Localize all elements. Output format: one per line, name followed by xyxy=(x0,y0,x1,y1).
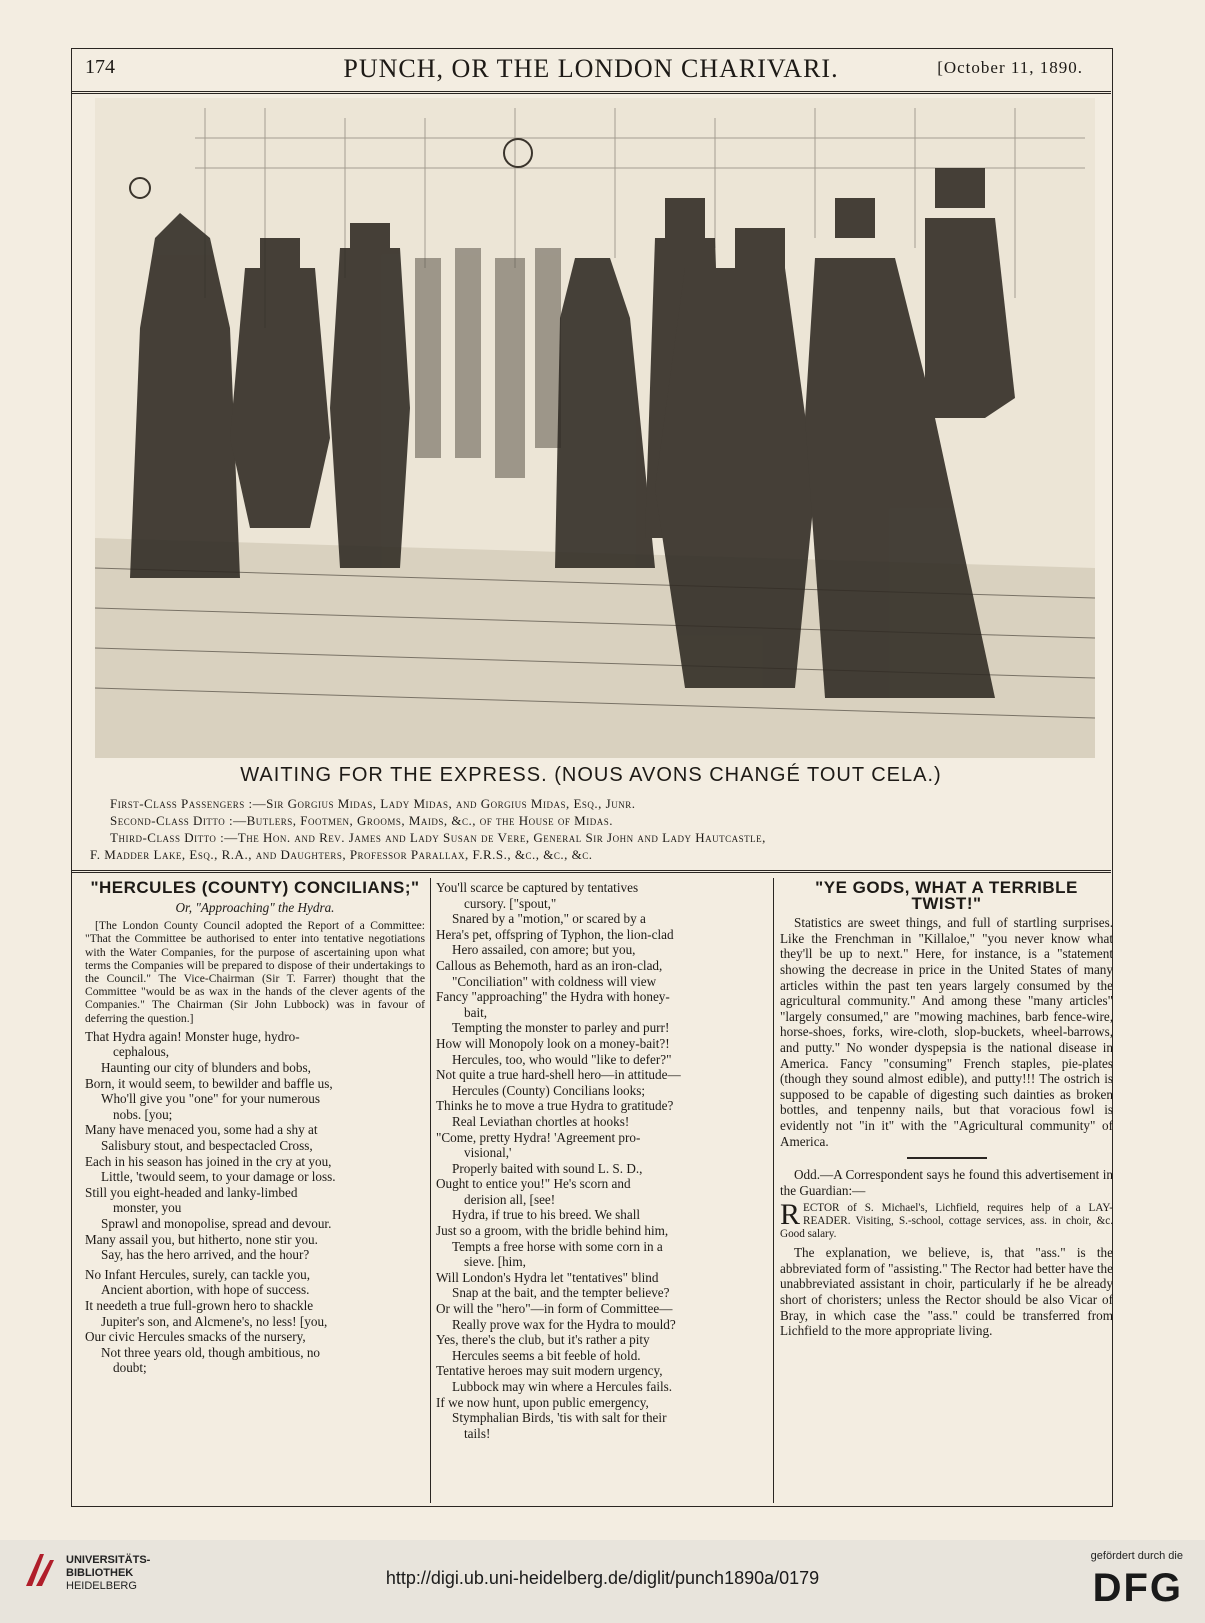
verse-line: Hercules (County) Concilians looks; xyxy=(452,1082,646,1098)
verse-line: monster, you xyxy=(113,1200,182,1216)
dfg-logo: DFG xyxy=(1092,1566,1183,1610)
verse-line: Haunting our city of blunders and bobs, xyxy=(101,1060,311,1075)
article-paragraph: The explanation, we believe, is, that "ass." is the abbreviated form of "assisting." The Rector had better have the unabbreviated assistant in choir, particularly if he be already short of choristers; unless the Rector should be also Vicar of Bray, in which case the "ass." could be transferred from Lichfield to the more appropriate living. xyxy=(780,1245,1113,1339)
verse-line: How will Monopoly look on a money-bait?! xyxy=(436,1035,670,1051)
verse-line: cursory. ["spout," xyxy=(464,895,557,911)
header-rule xyxy=(71,91,1111,94)
verse-line: nobs. [you; xyxy=(113,1106,173,1122)
page-title: PUNCH, OR THE LONDON CHARIVARI. xyxy=(343,54,839,83)
cartoon-illustration xyxy=(95,98,1095,758)
digitization-footer xyxy=(0,1540,1205,1623)
verse-line: Little, 'twould seem, to your damage or loss. xyxy=(101,1169,336,1185)
verse-line: Really prove wax for the Hydra to mould? xyxy=(452,1316,676,1332)
verse-line: visional,' xyxy=(464,1145,512,1161)
verse-line: Hera's pet, offspring of Typhon, the lion-clad xyxy=(436,926,674,942)
verse-line: Not three years old, though ambitious, no xyxy=(101,1344,321,1360)
verse-line: Who'll give you "one" for your numerous xyxy=(101,1091,320,1107)
short-divider xyxy=(907,1157,987,1159)
verse-line: Many assail you, but hitherto, none stir you. xyxy=(85,1231,318,1247)
verse-line: Properly baited with sound L. S. D., xyxy=(452,1160,643,1176)
column-rule xyxy=(773,878,774,1503)
article-title: "YE GODS, WHAT A TERRIBLE TWIST!" xyxy=(815,878,1078,913)
caption-line: Third-Class Ditto :—The Hon. and Rev. James and Lady Susan de Vere, General Sir John and Lady Hautcastle, xyxy=(110,830,766,845)
verse-line: Still you eight-headed and lanky-limbed xyxy=(85,1184,298,1200)
caption-line: First-Class Passengers :—Sir Gorgius Midas, Lady Midas, and Gorgius Midas, Esq., Junr. xyxy=(110,796,636,811)
verse-line: Yes, there's the club, but it's rather a pity xyxy=(436,1332,650,1348)
verse-line: That Hydra again! Monster huge, hydro- xyxy=(85,1028,300,1044)
verse-line: Thinks he to move a true Hydra to gratitude? xyxy=(436,1098,674,1114)
verse-line: Tempting the monster to parley and purr! xyxy=(452,1020,670,1036)
verse-line: Hydra, if true to his breed. We shall xyxy=(452,1207,641,1223)
verse-line: No Infant Hercules, surely, can tackle you, xyxy=(85,1266,311,1282)
article-paragraph: Statistics are sweet things, and full of startling surprises. Like the Frenchman in "Killaloe," "you never know what they'll be up to next." Here, for instance, is a "statement showing the decrease in price in the United States of many articles within the past ten years largely consumed by the agricultural community." And among these "many articles" "largely consumed," are "mowing machines, barb fence-wire, horse-shoes, forks, wire-cloth, slop-buckets, wheel-barrows, and putty." No wonder dyspepsia is the national disease in America. Fancy "consuming" French staples, pie-plates (though they sound almost edible), and putty!!! The ostrich is supposed to be capable of digesting such dainties as broken bottles, and tenpenny nails, but that voracious fowl is evidently not "in it" with the "Agricultural community" of America. xyxy=(780,915,1113,1149)
column-hercules xyxy=(85,880,425,1376)
cartoon-title: WAITING FOR THE EXPRESS. (NOUS AVONS CHANGÉ TOUT CELA.) xyxy=(240,764,942,786)
verse-block xyxy=(436,880,768,1441)
verse-line: Sprawl and monopolise, spread and devour. xyxy=(101,1215,332,1231)
column-hercules-continued xyxy=(436,880,768,1441)
verse-line: Tempts a free horse with some corn in a xyxy=(452,1238,663,1254)
first-class-figures xyxy=(130,213,410,578)
verse-line: Our civic Hercules smacks of the nursery, xyxy=(85,1329,306,1345)
article-paragraph: Odd.—A Correspondent says he found this advertisement in the Guardian:— xyxy=(780,1167,1113,1198)
advertisement-text: ECTOR of S. Michael's, Lichfield, requires help of a LAY-READER. Visiting, S.-school, cottage services, ass. in choir, &c. Good salary. xyxy=(780,1202,1113,1241)
verse-line: It needeth a true full-grown hero to shackle xyxy=(85,1297,314,1313)
verse-line: Or will the "hero"—in form of Committee— xyxy=(436,1301,673,1317)
section-rule xyxy=(71,870,1111,873)
verse-line: Salisbury stout, and bespectacled Cross, xyxy=(101,1137,313,1153)
verse-line: derision all, [see! xyxy=(464,1191,556,1207)
verse-line: Just so a groom, with the bridle behind him, xyxy=(436,1223,669,1239)
verse-line: "Come, pretty Hydra! 'Agreement pro- xyxy=(436,1129,641,1145)
verse-line: doubt; xyxy=(113,1360,147,1376)
issue-date: [October 11, 1890. xyxy=(937,58,1083,77)
verse-line: Tentative heroes may suit modern urgency, xyxy=(436,1363,663,1379)
verse-line: Jupiter's son, and Alcmene's, no less! [you, xyxy=(101,1313,328,1329)
verse-line: cephalous, xyxy=(113,1044,170,1060)
verse-line: Hercules, too, who would "like to defer?" xyxy=(452,1051,672,1067)
quoted-advertisement xyxy=(780,1198,1113,1241)
verse-line: Callous as Behemoth, hard as an iron-clad, xyxy=(436,957,663,973)
university-name: UNIVERSITÄTS- BIBLIOTHEK HEIDELBERG xyxy=(66,1554,151,1592)
column-rule xyxy=(430,878,431,1503)
article-title: "HERCULES (COUNTY) CONCILIANS;" xyxy=(90,878,420,897)
verse-line: Hercules seems a bit feeble of hold. xyxy=(452,1347,641,1363)
verse-line: You'll scarce be captured by tentatives xyxy=(436,880,639,895)
verse-line: bait, xyxy=(464,1004,488,1020)
verse-line: Ought to entice you!" He's scorn and xyxy=(436,1176,631,1192)
verse-line: Snared by a "motion," or scared by a xyxy=(452,911,646,927)
verse-block xyxy=(85,1029,425,1376)
verse-line: Will London's Hydra let "tentatives" blind xyxy=(436,1269,659,1285)
page-header xyxy=(71,54,1111,90)
funding-note: gefördert durch die xyxy=(1090,1550,1183,1562)
article-subtitle: Or, "Approaching" the Hydra. xyxy=(175,899,335,915)
verse-line: Real Leviathan chortles at hooks! xyxy=(452,1113,630,1129)
drop-cap: R xyxy=(780,1198,801,1232)
verse-line: Born, it would seem, to bewilder and baffle us, xyxy=(85,1075,333,1091)
verse-line: Stymphalian Birds, 'tis with salt for their xyxy=(452,1410,667,1426)
verse-line: Each in his season has joined in the cry at you, xyxy=(85,1153,332,1169)
page-number: 174 xyxy=(85,56,115,78)
verse-line: Say, has the hero arrived, and the hour? xyxy=(101,1247,310,1263)
verse-line: sieve. [him, xyxy=(464,1254,526,1270)
verse-line: tails! xyxy=(464,1425,491,1441)
verse-line: "Conciliation" with coldness will view xyxy=(452,973,657,989)
editorial-note: [The London County Council adopted the Report of a Committee: "That the Committee be authorised to enter into tentative negotiations with the Water Companies, for the purpose of ascertaining upon what terms the Companies will be prepared to dispose of their undertakings to the Council." The Vice-Chairman (Sir T. Farrer) thought that the Committee "would be as wax in the hands of the clever agents of the Companies." The Chairman (Sir John Lubbock) was in favour of deferring the question.] xyxy=(85,919,425,1025)
verse-line: Lubbock may win where a Hercules fails. xyxy=(452,1379,673,1394)
verse-line: Not quite a true hard-shell hero—in attitude— xyxy=(436,1067,681,1083)
column-terrible-twist xyxy=(780,880,1113,1339)
permalink-url[interactable]: http://digi.ub.uni-heidelberg.de/diglit/punch1890a/0179 xyxy=(385,1568,820,1588)
verse-line: Many have menaced you, some had a shy at xyxy=(85,1122,318,1138)
verse-line: If we now hunt, upon public emergency, xyxy=(436,1394,649,1410)
verse-line: Ancient abortion, with hope of success. xyxy=(101,1282,310,1298)
caption-line: Second-Class Ditto :—Butlers, Footmen, Grooms, Maids, &c., of the House of Midas. xyxy=(110,813,613,828)
verse-line: Hero assailed, con amore; but you, xyxy=(452,942,636,958)
verse-line: Fancy "approaching" the Hydra with honey- xyxy=(436,989,670,1005)
caption-line: F. Madder Lake, Esq., R.A., and Daughters, Professor Parallax, F.R.S., &c., &c., &c. xyxy=(90,847,593,862)
verse-line: Snap at the bait, and the tempter believe? xyxy=(452,1285,670,1301)
